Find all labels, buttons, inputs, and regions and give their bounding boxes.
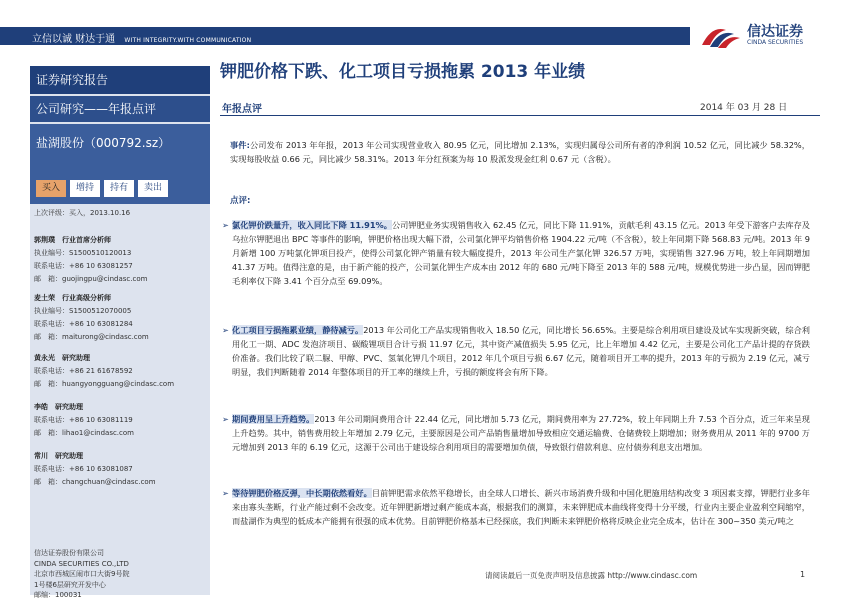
event-paragraph bbox=[230, 138, 810, 166]
list-item bbox=[222, 323, 810, 379]
analyst-email[interactable]: 邮 箱：huangyongguang@cindasc.com bbox=[34, 380, 175, 388]
report-type: 证券研究报告 bbox=[30, 66, 210, 94]
page-number: 1 bbox=[800, 570, 806, 579]
footer-disclaimer[interactable]: 请阅读最后一页免责声明及信息披露 http://www.cindasc.com bbox=[485, 571, 698, 580]
bullet-text: 2013 年公司期间费用合计 22.44 亿元，同比增加 5.73 亿元，期间费用率为 27.72%，较上年同期上升 7.53 个百分点，近三年来呈现上升趋势。其中，销售费用较上年增加 2.79 亿元，主要原因是公司产品销售量增加导致相应交通运输费、仓储费较上期增加；财务费用从 2011 年的 9700 万元增加到 2013 年的 6.19 亿元，这源于公司出于建设综合利用项目的需要增加负债，导致银行借款利息、应付债券利息支出增加。 bbox=[232, 414, 810, 453]
analyst-cert: 执业编号：S1500512070005 bbox=[34, 307, 132, 315]
company-name: 信达证券股份有限公司 bbox=[34, 549, 104, 557]
arrow-icon: ➢ bbox=[222, 488, 229, 498]
tagline-en: WITH INTEGRITY.WITH COMMUNICATION bbox=[124, 37, 252, 44]
logo-text: 信达证券 bbox=[747, 24, 803, 40]
rating-buy: 买入 bbox=[36, 180, 66, 197]
analyst-block bbox=[34, 234, 147, 286]
analyst-phone: 联系电话：+86 10 63081087 bbox=[34, 465, 133, 473]
section-label: 年报点评 bbox=[222, 104, 262, 115]
tagline bbox=[32, 30, 251, 45]
event-text: 公司发布 2013 年年报，2013 年公司实现营业收入 80.95 亿元，同比增加 2.13%，实现归属母公司所有者的净利润 10.52 亿元，同比减少 58.32%，实现每股收益 0.66 元，同比减少 58.31%。2013 年分红预案为每 10 股派发现金红利 0.67 元（含税）。 bbox=[230, 140, 810, 165]
bullet-text: 公司钾肥业务实现销售收入 62.45 亿元，同比下降 11.91%，贡献毛利 43.15 亿元。2013 年受下游客户去库存及乌拉尔钾肥退出 BPC 等事件的影响，钾肥价格出现大幅下滑，公司氯化钾平均销售价格 1904.22 元/吨（不含税），较上年同期下降 568.83 元/吨。2013 年 9 月新增 100 万吨氯化钾项目投产，使得公司氯化钾产销量有较大幅度提升，2013 年公司生产氯化钾 326.57 万吨，实现销售 327.96 万吨，较上年同期增加 41.37 万吨。值得注意的是，由于新产能的投产，公司氯化钾生产成本由 2012 年的 680 元/吨下降至 2013 年的 588 元/吨，规模优势进一步凸显，因而钾肥毛利率仅下降 3.41 个百分点至 69.09%。 bbox=[232, 220, 810, 287]
rating-hold: 持有 bbox=[104, 180, 134, 197]
bullet-text: 2013 年公司化工产品实现销售收入 18.50 亿元，同比增长 56.65%。主要是综合利用项目建设及试车实现新突破，综合利用化工一期、ADC 发泡济项目、碳酸锂项目合计亏损 11.97 亿元，其中资产减值损失 5.95 亿元，比上年增加 4.42 亿元，主要是公司化工产品计提的存货跌价准备。我们比较了联二脲、甲醇、PVC、氢氧化钾几个项目，2012 年几个项目亏损 6.67 亿元，随着项目开工率的提升，2013 年的亏损为 2.19 亿元，减亏明显，我们判断随着 2014 年整体项目的开工率的继续上升，亏损的额度将会有所下降。 bbox=[232, 325, 810, 378]
company-address-2: 1号楼6层研究开发中心 bbox=[34, 580, 106, 589]
analyst-title: 行业首席分析师 bbox=[62, 236, 111, 244]
analyst-phone: 联系电话：+86 10 63081119 bbox=[34, 416, 133, 424]
analyst-title: 行业高级分析师 bbox=[62, 294, 111, 302]
analyst-phone: 联系电话：+86 10 63081257 bbox=[34, 262, 133, 270]
bullet-lead: 化工项目亏损拖累业绩，静待减亏。 bbox=[232, 325, 364, 335]
bullet-lead: 氯化钾价跌量升，收入同比下降 11.91%。 bbox=[232, 220, 392, 230]
stock-name: 盐湖股份（000792.sz） bbox=[36, 136, 171, 150]
top-header bbox=[0, 0, 842, 50]
report-title: 钾肥价格下跌、化工项目亏损拖累 2013 年业绩 bbox=[220, 62, 586, 82]
company-address: 北京市西城区闹市口大街9号院 bbox=[34, 570, 130, 578]
report-date: 2014 年 03 月 28 日 bbox=[700, 103, 788, 113]
analyst-block bbox=[34, 292, 149, 344]
tagline-cn: 立信以诚 财达于通 bbox=[32, 34, 116, 45]
analyst-email[interactable]: 邮 箱：maiturong@cindasc.com bbox=[34, 333, 149, 341]
bullet-lead: 等待钾肥价格反弹，中长期依然看好。 bbox=[232, 488, 372, 498]
divider bbox=[220, 115, 820, 116]
logo-text-en: CINDA SECURITIES bbox=[747, 39, 804, 46]
event-lead: 事件: bbox=[230, 140, 250, 150]
analyst-email[interactable]: 邮 箱：lihao1@cindasc.com bbox=[34, 429, 134, 437]
bullet-text: 目前钾肥需求依然平稳增长，由全球人口增长、新兴市场消费升级和中国化肥施用结构改变 3 项因素支撑，钾肥行业多年来由寡头垄断，行业产能过剩不会改变。近年钾肥新增过剩产能成本高，根据我们的测算，未来钾肥成本曲线将变得十分平缓，行业内主要企业盈利空间缩窄，而盐湖作为典型的低成本产能拥有很强的成本优势。目前钾肥价格基本已经探底，我们判断未来钾肥价格将反映企业完全成本，估计在 300~350 美元/吨之 bbox=[232, 488, 810, 527]
arrow-icon: ➢ bbox=[222, 414, 229, 424]
analyst-block bbox=[34, 450, 156, 489]
analyst-title: 研究助理 bbox=[62, 354, 90, 362]
list-item bbox=[222, 218, 810, 288]
arrow-icon: ➢ bbox=[222, 220, 229, 230]
list-item bbox=[222, 486, 810, 528]
analyst-phone: 联系电话：+86 21 61678592 bbox=[34, 367, 133, 375]
analyst-block bbox=[34, 352, 174, 391]
previous-rating: 上次评级：买入，2013.10.16 bbox=[34, 209, 131, 217]
company-postcode: 邮编：100031 bbox=[34, 591, 82, 599]
analyst-email[interactable]: 邮 箱：changchuan@cindasc.com bbox=[34, 478, 156, 486]
analyst-cert: 执业编号：S1500510120013 bbox=[34, 249, 132, 257]
list-item bbox=[222, 412, 810, 454]
rating-sell: 卖出 bbox=[138, 180, 168, 197]
analyst-name: 李皓 bbox=[34, 403, 48, 411]
stock-name-panel bbox=[30, 124, 210, 174]
report-category: 公司研究——年报点评 bbox=[30, 96, 210, 122]
analyst-title: 研究助理 bbox=[55, 452, 83, 460]
bullet-lead: 期间费用呈上升趋势。 bbox=[232, 414, 315, 424]
analyst-title: 研究助理 bbox=[55, 403, 83, 411]
analyst-name: 郭荆璞 bbox=[34, 236, 55, 244]
analyst-phone: 联系电话：+86 10 63081284 bbox=[34, 320, 133, 328]
analyst-email[interactable]: 邮 箱：guojingpu@cindasc.com bbox=[34, 275, 148, 283]
rating-overweight: 增持 bbox=[70, 180, 100, 197]
sidebar bbox=[30, 66, 210, 599]
analyst-name: 麦土荣 bbox=[34, 294, 55, 302]
analyst-name: 黄永光 bbox=[34, 354, 55, 362]
summary-label: 点评: bbox=[230, 196, 251, 206]
company-info bbox=[34, 548, 129, 601]
arrow-icon: ➢ bbox=[222, 325, 229, 335]
analyst-name: 常川 bbox=[34, 452, 48, 460]
company-name-en: CINDA SECURITIES CO.,LTD bbox=[34, 559, 129, 568]
analyst-block bbox=[34, 401, 134, 440]
rating-bar bbox=[30, 174, 210, 204]
